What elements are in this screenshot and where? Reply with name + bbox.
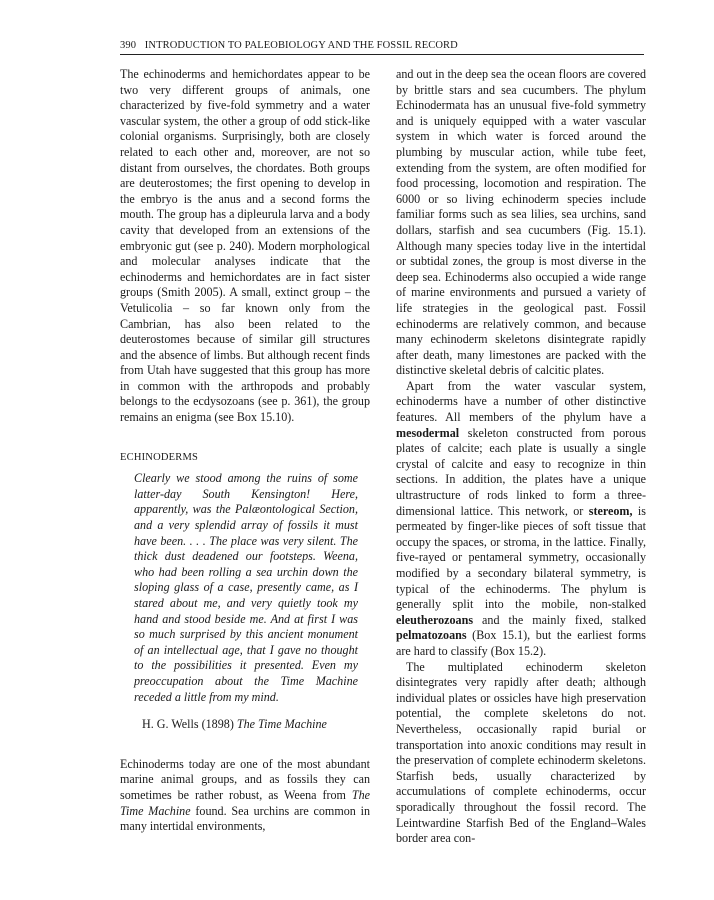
term-pelmatozoans: pelmatozoans — [396, 628, 467, 643]
paragraph-3: The multiplated echinoderm skeleton disintegrates very rapidly after death; although individual plates or ossicles have high preservation potential, the complete skeletons do not. Nevertheless, occasionally rapid burial or transportation into anoxic conditions may result in the preservation of complete echinoderm skeletons. Starfish beds, usually characterized by accumulations of complete echinoderms, occur sporadically throughout the fossil record. The Leintwardine Starfish Bed of the England–Wales border area con- — [396, 659, 646, 846]
term-stereom: stereom, — [588, 503, 633, 518]
body-book-title: The Time Machine — [120, 787, 370, 818]
page-number: 390 — [120, 40, 137, 51]
epigraph-attribution — [142, 717, 358, 733]
section-heading: ECHINODERMS — [120, 451, 199, 463]
running-title: INTRODUCTION TO PALEOBIOLOGY AND THE FOSSIL RECORD — [144, 40, 458, 51]
paragraph-2: Apart from the water vascular system, echinoderms have a number of other distinctive features. All members of the phylum have a mesodermal skeleton constructed from porous plates of calcite; each plate is usually a single crystal of calcite and easy to recognize in thin sections. In addition, the plates have a unique ultrastructure of rods linked to form a three-dimensional lattice. This network, or stereom, is permeated by finger-like pieces of soft tissue that occupy the spaces, or stroma, in the lattice. Finally, five-rayed or pentameral symmetry, occasionally modified by a secondary bilateral symmetry, is typical of the echinoderms. The phylum is generally split into the mobile, non-stalked eleutherozoans and the mainly fixed, stalked pelmatozoans (Box 15.1), but the earliest forms are hard to classify (Box 15.2). — [396, 378, 646, 658]
epigraph-quote: Clearly we stood among the ruins of some latter-day South Kensington! Here, apparently, was the Palæontological Section, and a very splendid array of fossils it must have been. . . . The place was very silent. The thick dust deadened our footsteps. Weena, who had been rolling a sea urchin down the sloping glass of a case, presently came, as I stared about me, and very quietly took my hand and stood beside me. And at first I was so much surprised by this ancient monument of an intellectual age, that I gave no thought to the possibilities it presented. Even my preoccupation about the Time Machine receded a little from my mind. — [134, 471, 358, 704]
left-column — [120, 67, 370, 835]
term-mesodermal: mesodermal — [396, 425, 460, 440]
paragraph-1: and out in the deep sea the ocean floors are covered by brittle stars and sea cucumbers. The phylum Echinodermata has an unusual five-fold symmetry and is uniquely equipped with a water vascular system in which water is forced around the plumbing by muscular action, while tube feet, extending from the system, are often modified for food processing, locomotion and respiration. The 6000 or so living echinoderm species include familiar forms such as sea lilies, sea urchins, sand dollars, starfish and sea cucumbers (Fig. 15.1). Although many species today live in the intertidal or subtidal zones, the group is most diverse in the deep sea. Echinoderms also occupied a wide range of marine environments and pursued a variety of life strategies in the geological past. Fossil echinoderms are relatively common, and because many echinoderm skeletons disintegrate rapidly after death, many limestones are packed with the distinctive skeletal debris of calcitic plates. — [396, 67, 646, 378]
epigraph-title: The Time Machine — [236, 717, 327, 732]
epigraph-author: H. G. Wells (1898) — [142, 717, 234, 732]
right-column — [396, 67, 646, 847]
running-header — [120, 40, 644, 55]
intro-paragraph: The echinoderms and hemichordates appear to be two very different groups of animals, one characterized by five-fold symmetry and a water vascular system, the other a group of odd stick-like colonial organisms. Surprisingly, both are closely related to each other and, moreover, are not so distant from ourselves, the chordates. Both groups are deuterostomes; the first opening to develop in the embryo is the anus and a second forms the mouth. The group has a dipleurula larva and a body cavity that developed from an extensions of the embryonic gut (see p. 240). Modern morphological and molecular analyses indicate that the echinoderms and hemichordates are in fact sister groups (Smith 2005). A small, extinct group – the Vetulicolia – so far known only from the Cambrian, has also been related to the deuterostomes because of similar gill structures and the absence of limbs. But although recent finds from Utah have suggested that this group has more in common with the arthropods and probably belongs to the ecdysozoans (see p. 361), the group remains an enigma (see Box 15.10). — [120, 67, 370, 425]
term-eleutherozoans: eleutherozoans — [396, 612, 474, 627]
body-paragraph: Echinoderms today are one of the most abundant marine animal groups, and as fossils they can sometimes be rather robust, as Weena from The Time Machine found. Sea urchins are common in many intertidal environments, — [120, 756, 370, 834]
